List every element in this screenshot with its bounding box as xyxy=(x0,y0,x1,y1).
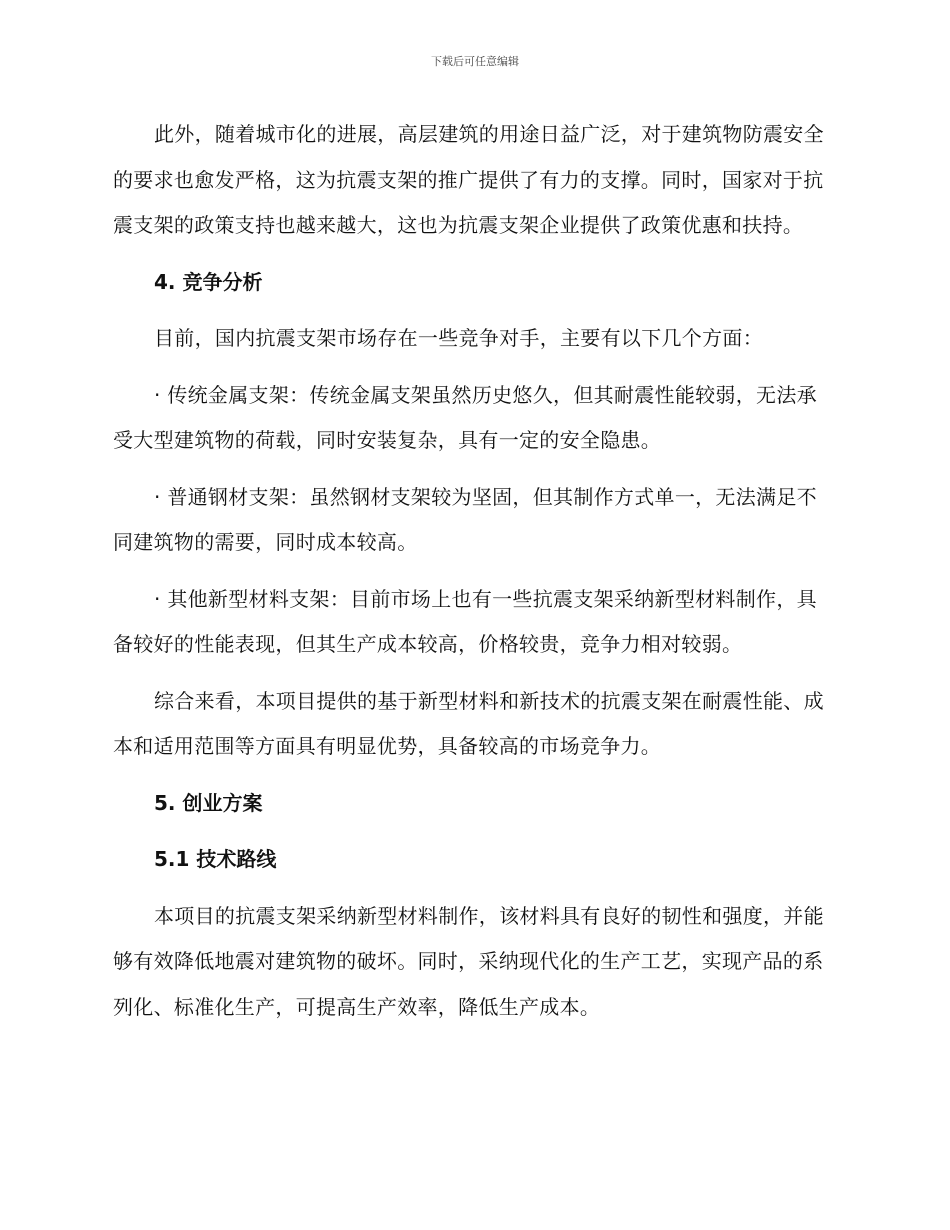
paragraph-summary: 综合来看，本项目提供的基于新型材料和新技术的抗震支架在耐震性能、成本和适用范围等方面具有明显优势，具备较高的市场竞争力。 xyxy=(113,688,824,758)
bullet-traditional-metal: · 传统金属支架：传统金属支架虽然历史悠久，但其耐震性能较弱，无法承受大型建筑物的荷载，同时安装复杂，具有一定的安全隐患。 xyxy=(113,382,817,452)
paragraph-competitors-intro: 目前，国内抗震支架市场存在一些竞争对手，主要有以下几个方面： xyxy=(154,326,763,350)
paragraph-urbanization: 此外，随着城市化的进展，高层建筑的用途日益广泛，对于建筑物防震安全的要求也愈发严格，这为抗震支架的推广提供了有力的支撑。同时，国家对于抗震支架的政策支持也越来越大，这也为抗震支架企业提供了政策优惠和扶持。 xyxy=(113,122,824,237)
paragraph-technical-route: 本项目的抗震支架采纳新型材料制作，该材料具有良好的韧性和强度，并能够有效降低地震对建筑物的破坏。同时，采纳现代化的生产工艺，实现产品的系列化、标准化生产，可提高生产效率，降低生产成本。 xyxy=(113,903,824,1019)
document-body xyxy=(113,112,833,1030)
heading-technical-route: 5.1 技术路线 xyxy=(154,847,277,871)
bullet-other-new-material: · 其他新型材料支架：目前市场上也有一些抗震支架采纳新型材料制作，具备较好的性能表现，但其生产成本较高，价格较贵，竞争力相对较弱。 xyxy=(113,586,817,656)
page-header: 下载后可任意编辑 xyxy=(431,55,519,68)
heading-business-plan: 5. 创业方案 xyxy=(154,790,263,815)
heading-competition-analysis: 4. 竞争分析 xyxy=(154,269,263,294)
bullet-ordinary-steel: · 普通钢材支架：虽然钢材支架较为坚固，但其制作方式单一，无法满足不同建筑物的需要，同时成本较高。 xyxy=(113,484,817,554)
